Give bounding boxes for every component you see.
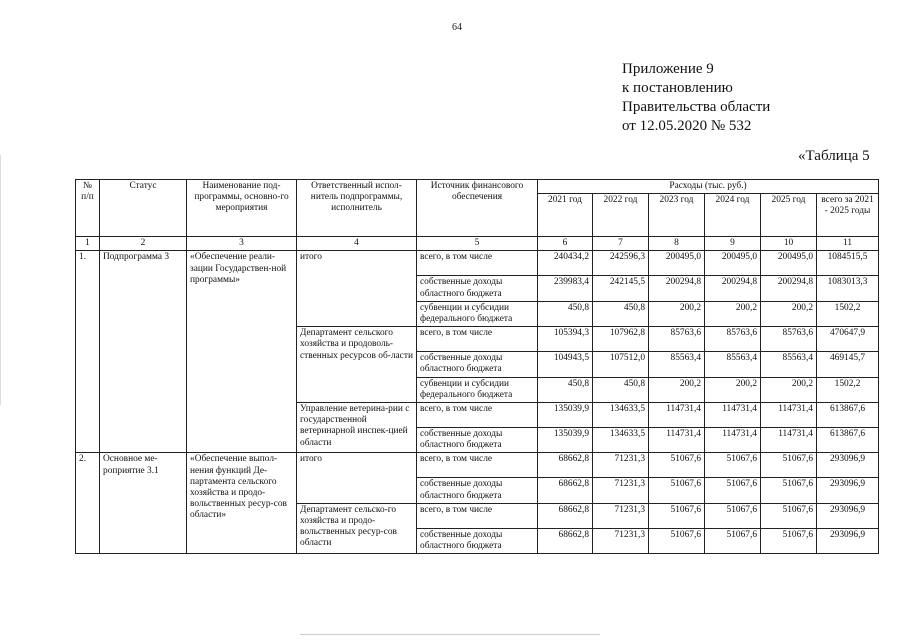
funding-source-cell: всего, в том числе [417,327,538,352]
year-value-cell: 68662,8 [538,528,593,553]
executor-cell: Департамент сельского хозяйства и продоволь-ственных ресурсов об-ласти [297,327,417,403]
funding-source-cell: собственные доходы областного бюджета [417,352,538,377]
executor-cell: итого [297,453,417,503]
funding-source-cell: всего, в том числе [417,251,538,276]
year-value-cell: 104943,5 [538,352,593,377]
year-value-cell: 450,8 [538,377,593,402]
year-value-cell: 450,8 [593,377,649,402]
year-value-cell: 134633,5 [593,403,649,428]
year-value-cell: 68662,8 [538,503,593,528]
column-number-4: 4 [297,237,417,251]
year-value-cell: 200294,8 [761,276,817,301]
funding-source-cell: всего, в том числе [417,503,538,528]
year-value-cell: 71231,3 [593,528,649,553]
table-row [76,251,879,276]
total-value-cell: 293096,9 [817,478,879,503]
year-value-cell: 242596,3 [593,251,649,276]
funding-source-cell: собственные доходы областного бюджета [417,528,538,553]
funding-source-cell: собственные доходы областного бюджета [417,478,538,503]
year-value-cell: 200294,8 [705,276,761,301]
year-value-cell: 114731,4 [705,403,761,428]
header-year-2025: 2025 год [761,194,817,237]
year-value-cell: 51067,6 [705,478,761,503]
column-number-1: 1 [76,237,100,251]
executor-cell: Департамент сельско-го хозяйства и продо-вольственных ресур-сов области [297,503,417,553]
column-number-10: 10 [761,237,817,251]
status-cell: Основное ме-роприятие 3.1 [100,453,187,554]
program-name-cell: «Обеспечение выпол-нения функций Де-партамента сельского хозяйства и продо-вольственных ресур-сов области» [187,453,297,554]
year-value-cell: 200,2 [761,377,817,402]
year-value-cell: 135039,9 [538,403,593,428]
year-value-cell: 85763,6 [649,327,705,352]
year-value-cell: 71231,3 [593,453,649,478]
year-value-cell: 85763,6 [705,327,761,352]
total-value-cell: 613867,6 [817,403,879,428]
header-expenses: Расходы (тыс. руб.) [538,180,879,194]
year-value-cell: 114731,4 [649,428,705,453]
program-name-cell: «Обеспечение реали-зации Государствен-ной программы» [187,251,297,453]
year-value-cell: 200,2 [761,301,817,326]
row-subprogram-3 [76,251,879,453]
header-year-2024: 2024 год [705,194,761,237]
year-value-cell: 85563,4 [649,352,705,377]
year-value-cell: 85563,4 [761,352,817,377]
year-value-cell: 450,8 [593,301,649,326]
year-value-cell: 68662,8 [538,478,593,503]
year-value-cell: 200495,0 [761,251,817,276]
year-value-cell: 200495,0 [705,251,761,276]
total-value-cell: 293096,9 [817,528,879,553]
year-value-cell: 68662,8 [538,453,593,478]
total-value-cell: 293096,9 [817,503,879,528]
funding-source-cell: всего, в том числе [417,453,538,478]
year-value-cell: 51067,6 [649,528,705,553]
year-value-cell: 134633,5 [593,428,649,453]
year-value-cell: 71231,3 [593,478,649,503]
year-value-cell: 135039,9 [538,428,593,453]
status-cell: Подпрограмма 3 [100,251,187,453]
budget-table-container [75,179,878,554]
appendix-heading [622,60,770,136]
year-value-cell: 85763,6 [761,327,817,352]
scan-artifact-line [300,634,600,635]
year-value-cell: 51067,6 [761,478,817,503]
page-number: 64 [452,22,462,33]
year-value-cell: 114731,4 [705,428,761,453]
year-value-cell: 51067,6 [705,503,761,528]
row-number-cell: 2. [76,453,100,554]
year-value-cell: 51067,6 [761,528,817,553]
year-value-cell: 239983,4 [538,276,593,301]
header-source: Источник финансового обеспечения [417,180,538,237]
year-value-cell: 107962,8 [593,327,649,352]
total-value-cell: 293096,9 [817,453,879,478]
header-status: Статус [100,180,187,237]
column-number-8: 8 [649,237,705,251]
year-value-cell: 114731,4 [649,403,705,428]
year-value-cell: 71231,3 [593,503,649,528]
funding-source-cell: всего, в том числе [417,403,538,428]
year-value-cell: 200294,8 [649,276,705,301]
header-total: всего за 2021 - 2025 годы [817,194,879,237]
total-value-cell: 613867,6 [817,428,879,453]
column-number-row [76,237,879,251]
year-value-cell: 200,2 [649,377,705,402]
funding-source-cell: субвенции и субсидии федерального бюджета [417,301,538,326]
column-number-3: 3 [187,237,297,251]
year-value-cell: 242145,5 [593,276,649,301]
year-value-cell: 200,2 [649,301,705,326]
year-value-cell: 51067,6 [649,503,705,528]
total-value-cell: 470647,9 [817,327,879,352]
table-row [76,453,879,478]
year-value-cell: 200,2 [705,301,761,326]
total-value-cell: 1502,2 [817,377,879,402]
header-year-2021: 2021 год [538,194,593,237]
total-value-cell: 469145,7 [817,352,879,377]
total-value-cell: 1502,2 [817,301,879,326]
scan-edge-shadow [0,155,1,405]
year-value-cell: 51067,6 [649,453,705,478]
year-value-cell: 85563,4 [705,352,761,377]
year-value-cell: 51067,6 [705,453,761,478]
header-num: № п/п [76,180,100,237]
executor-cell: итого [297,251,417,327]
appendix-line-3: Правительства области [622,99,771,115]
column-number-7: 7 [593,237,649,251]
year-value-cell: 51067,6 [705,528,761,553]
year-value-cell: 200495,0 [649,251,705,276]
year-value-cell: 240434,2 [538,251,593,276]
header-name: Наименование под-программы, основно-го мероприятия [187,180,297,237]
column-number-6: 6 [538,237,593,251]
header-responsible: Ответственный испол-нитель подпрограммы, исполнитель [297,180,417,237]
year-value-cell: 114731,4 [761,403,817,428]
appendix-line-1: Приложение 9 [622,61,714,77]
column-number-5: 5 [417,237,538,251]
budget-table [75,179,879,554]
year-value-cell: 450,8 [538,301,593,326]
executor-cell: Управление ветерина-рии с государственной ветеринарной инспек-цией области [297,403,417,453]
column-number-2: 2 [100,237,187,251]
total-value-cell: 1083013,3 [817,276,879,301]
table-label: «Таблица 5 [798,148,870,164]
row-main-measure-3-1 [76,453,879,554]
total-value-cell: 1084515,5 [817,251,879,276]
year-value-cell: 51067,6 [761,503,817,528]
year-value-cell: 200,2 [705,377,761,402]
year-value-cell: 105394,3 [538,327,593,352]
year-value-cell: 51067,6 [761,453,817,478]
year-value-cell: 114731,4 [761,428,817,453]
funding-source-cell: субвенции и субсидии федерального бюджета [417,377,538,402]
row-number-cell: 1. [76,251,100,453]
year-value-cell: 107512,0 [593,352,649,377]
appendix-line-2: к постановлению [622,80,733,96]
year-value-cell: 51067,6 [649,478,705,503]
header-year-2023: 2023 год [649,194,705,237]
column-number-11: 11 [817,237,879,251]
funding-source-cell: собственные доходы областного бюджета [417,276,538,301]
funding-source-cell: собственные доходы областного бюджета [417,428,538,453]
column-number-9: 9 [705,237,761,251]
header-year-2022: 2022 год [593,194,649,237]
appendix-line-4: от 12.05.2020 № 532 [622,118,752,134]
